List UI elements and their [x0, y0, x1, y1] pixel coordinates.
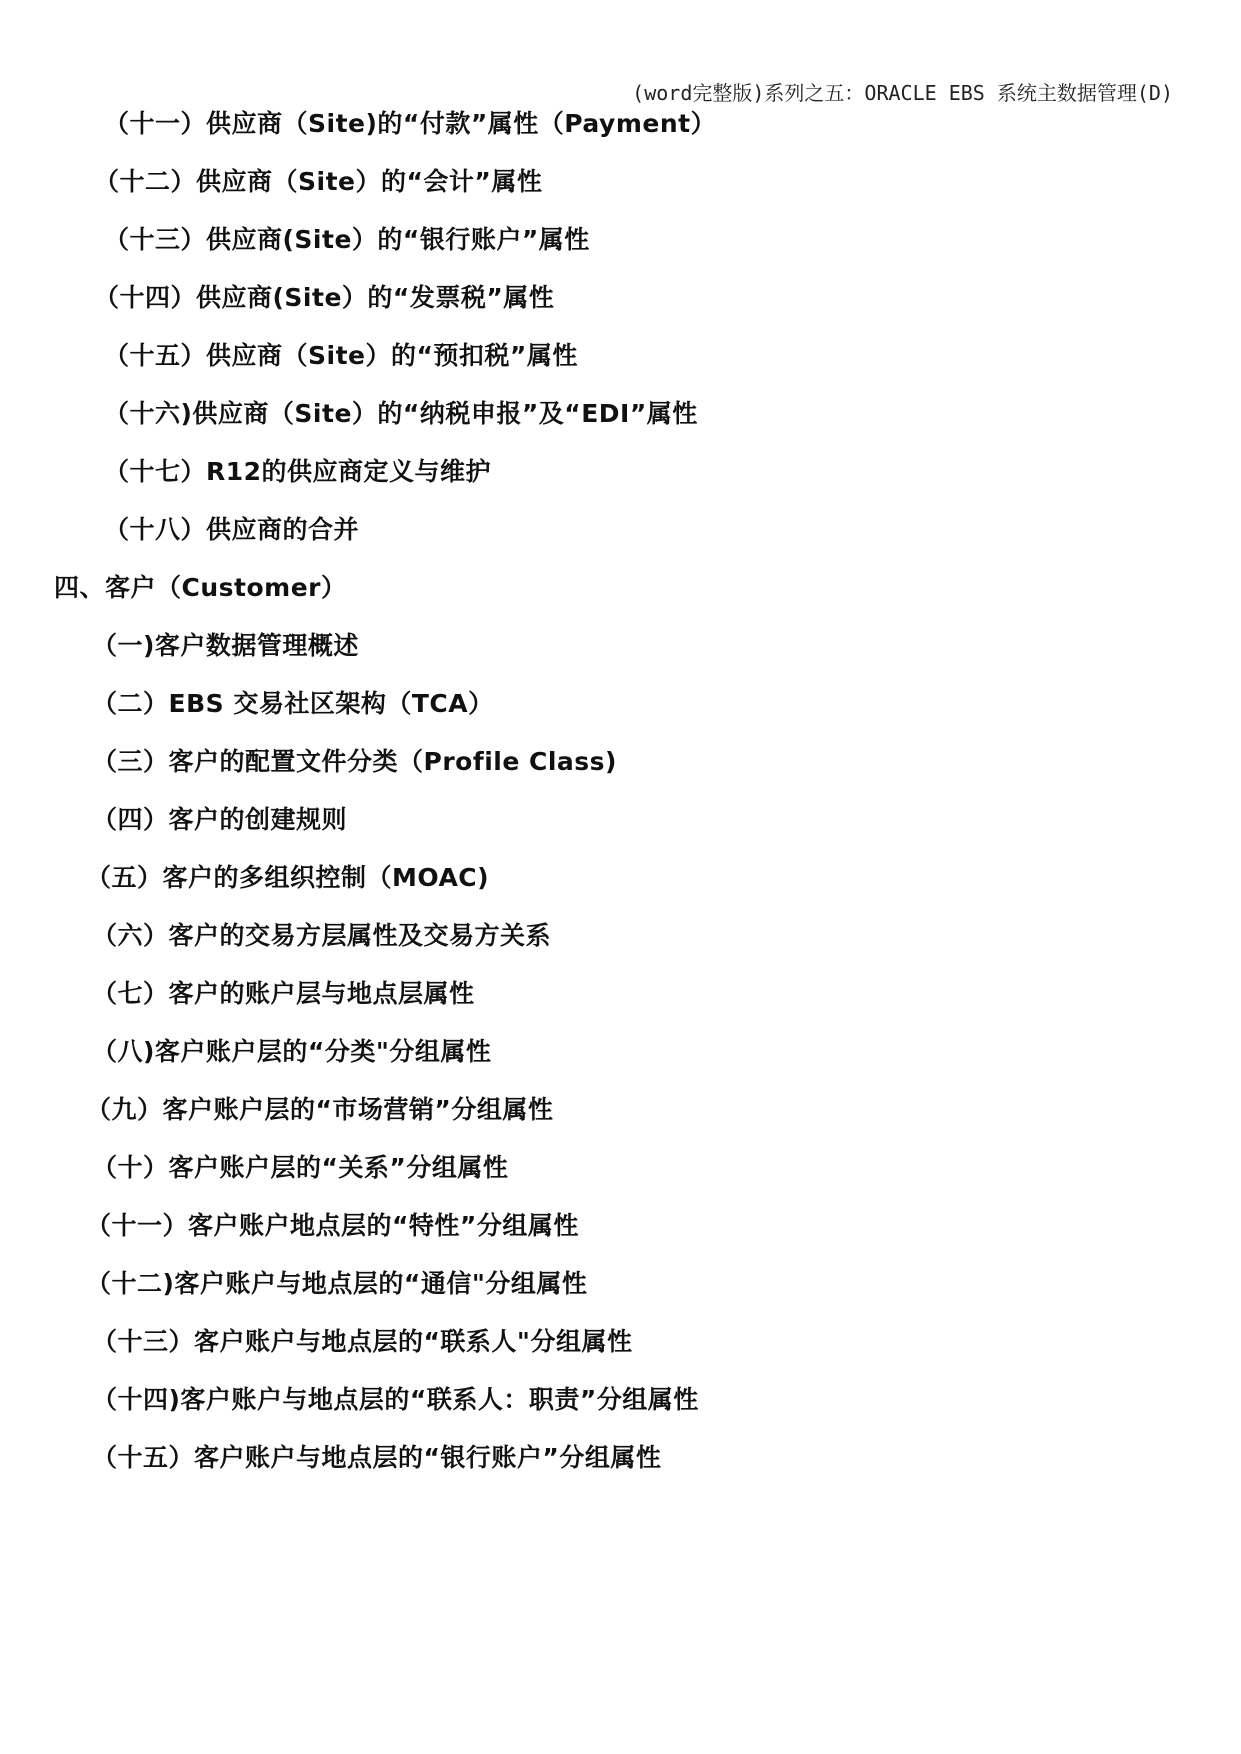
- toc-line: （十二）供应商（Site）的“会计”属性: [94, 167, 543, 196]
- toc-line: （三）客户的配置文件分类（Profile Class): [92, 747, 617, 776]
- toc-line: （十五）客户账户与地点层的“银行账户”分组属性: [92, 1443, 662, 1472]
- toc-line: （十二)客户账户与地点层的“通信"分组属性: [86, 1269, 588, 1298]
- toc-line: （五）客户的多组织控制（MOAC): [86, 863, 490, 892]
- toc-line: （十三）供应商(Site）的“银行账户”属性: [104, 225, 590, 254]
- toc-line: （十八）供应商的合并: [104, 515, 360, 544]
- page-header: (word完整版)系列之五：ORACLE EBS 系统主数据管理(D): [632, 81, 1173, 105]
- toc-line: （十六)供应商（Site）的“纳税申报”及“EDI”属性: [104, 399, 698, 428]
- toc-line: （十七）R12的供应商定义与维护: [104, 457, 492, 486]
- toc-line: （十一）供应商（Site)的“付款”属性（Payment）: [104, 109, 717, 138]
- toc-line: （十三）客户账户与地点层的“联系人"分组属性: [92, 1327, 633, 1356]
- toc-line: （十）客户账户层的“关系”分组属性: [92, 1153, 509, 1182]
- toc-line: （一)客户数据管理概述: [92, 631, 359, 660]
- toc-line: （十五）供应商（Site）的“预扣税”属性: [104, 341, 578, 370]
- toc-line: （七）客户的账户层与地点层属性: [92, 979, 475, 1008]
- toc-line: （九）客户账户层的“市场营销”分组属性: [86, 1095, 554, 1124]
- toc-line: （二）EBS 交易社区架构（TCA）: [92, 689, 494, 718]
- toc-line: （八)客户账户层的“分类"分组属性: [92, 1037, 492, 1066]
- toc-line: （十一）客户账户地点层的“特性”分组属性: [86, 1211, 579, 1240]
- section-heading: 四、客户（Customer）: [54, 573, 347, 602]
- toc-line: （四）客户的创建规则: [92, 805, 348, 834]
- toc-line: （六）客户的交易方层属性及交易方关系: [92, 921, 552, 950]
- toc-line: （十四)客户账户与地点层的“联系人：职责”分组属性: [92, 1385, 699, 1414]
- toc-line: （十四）供应商(Site）的“发票税”属性: [94, 283, 555, 312]
